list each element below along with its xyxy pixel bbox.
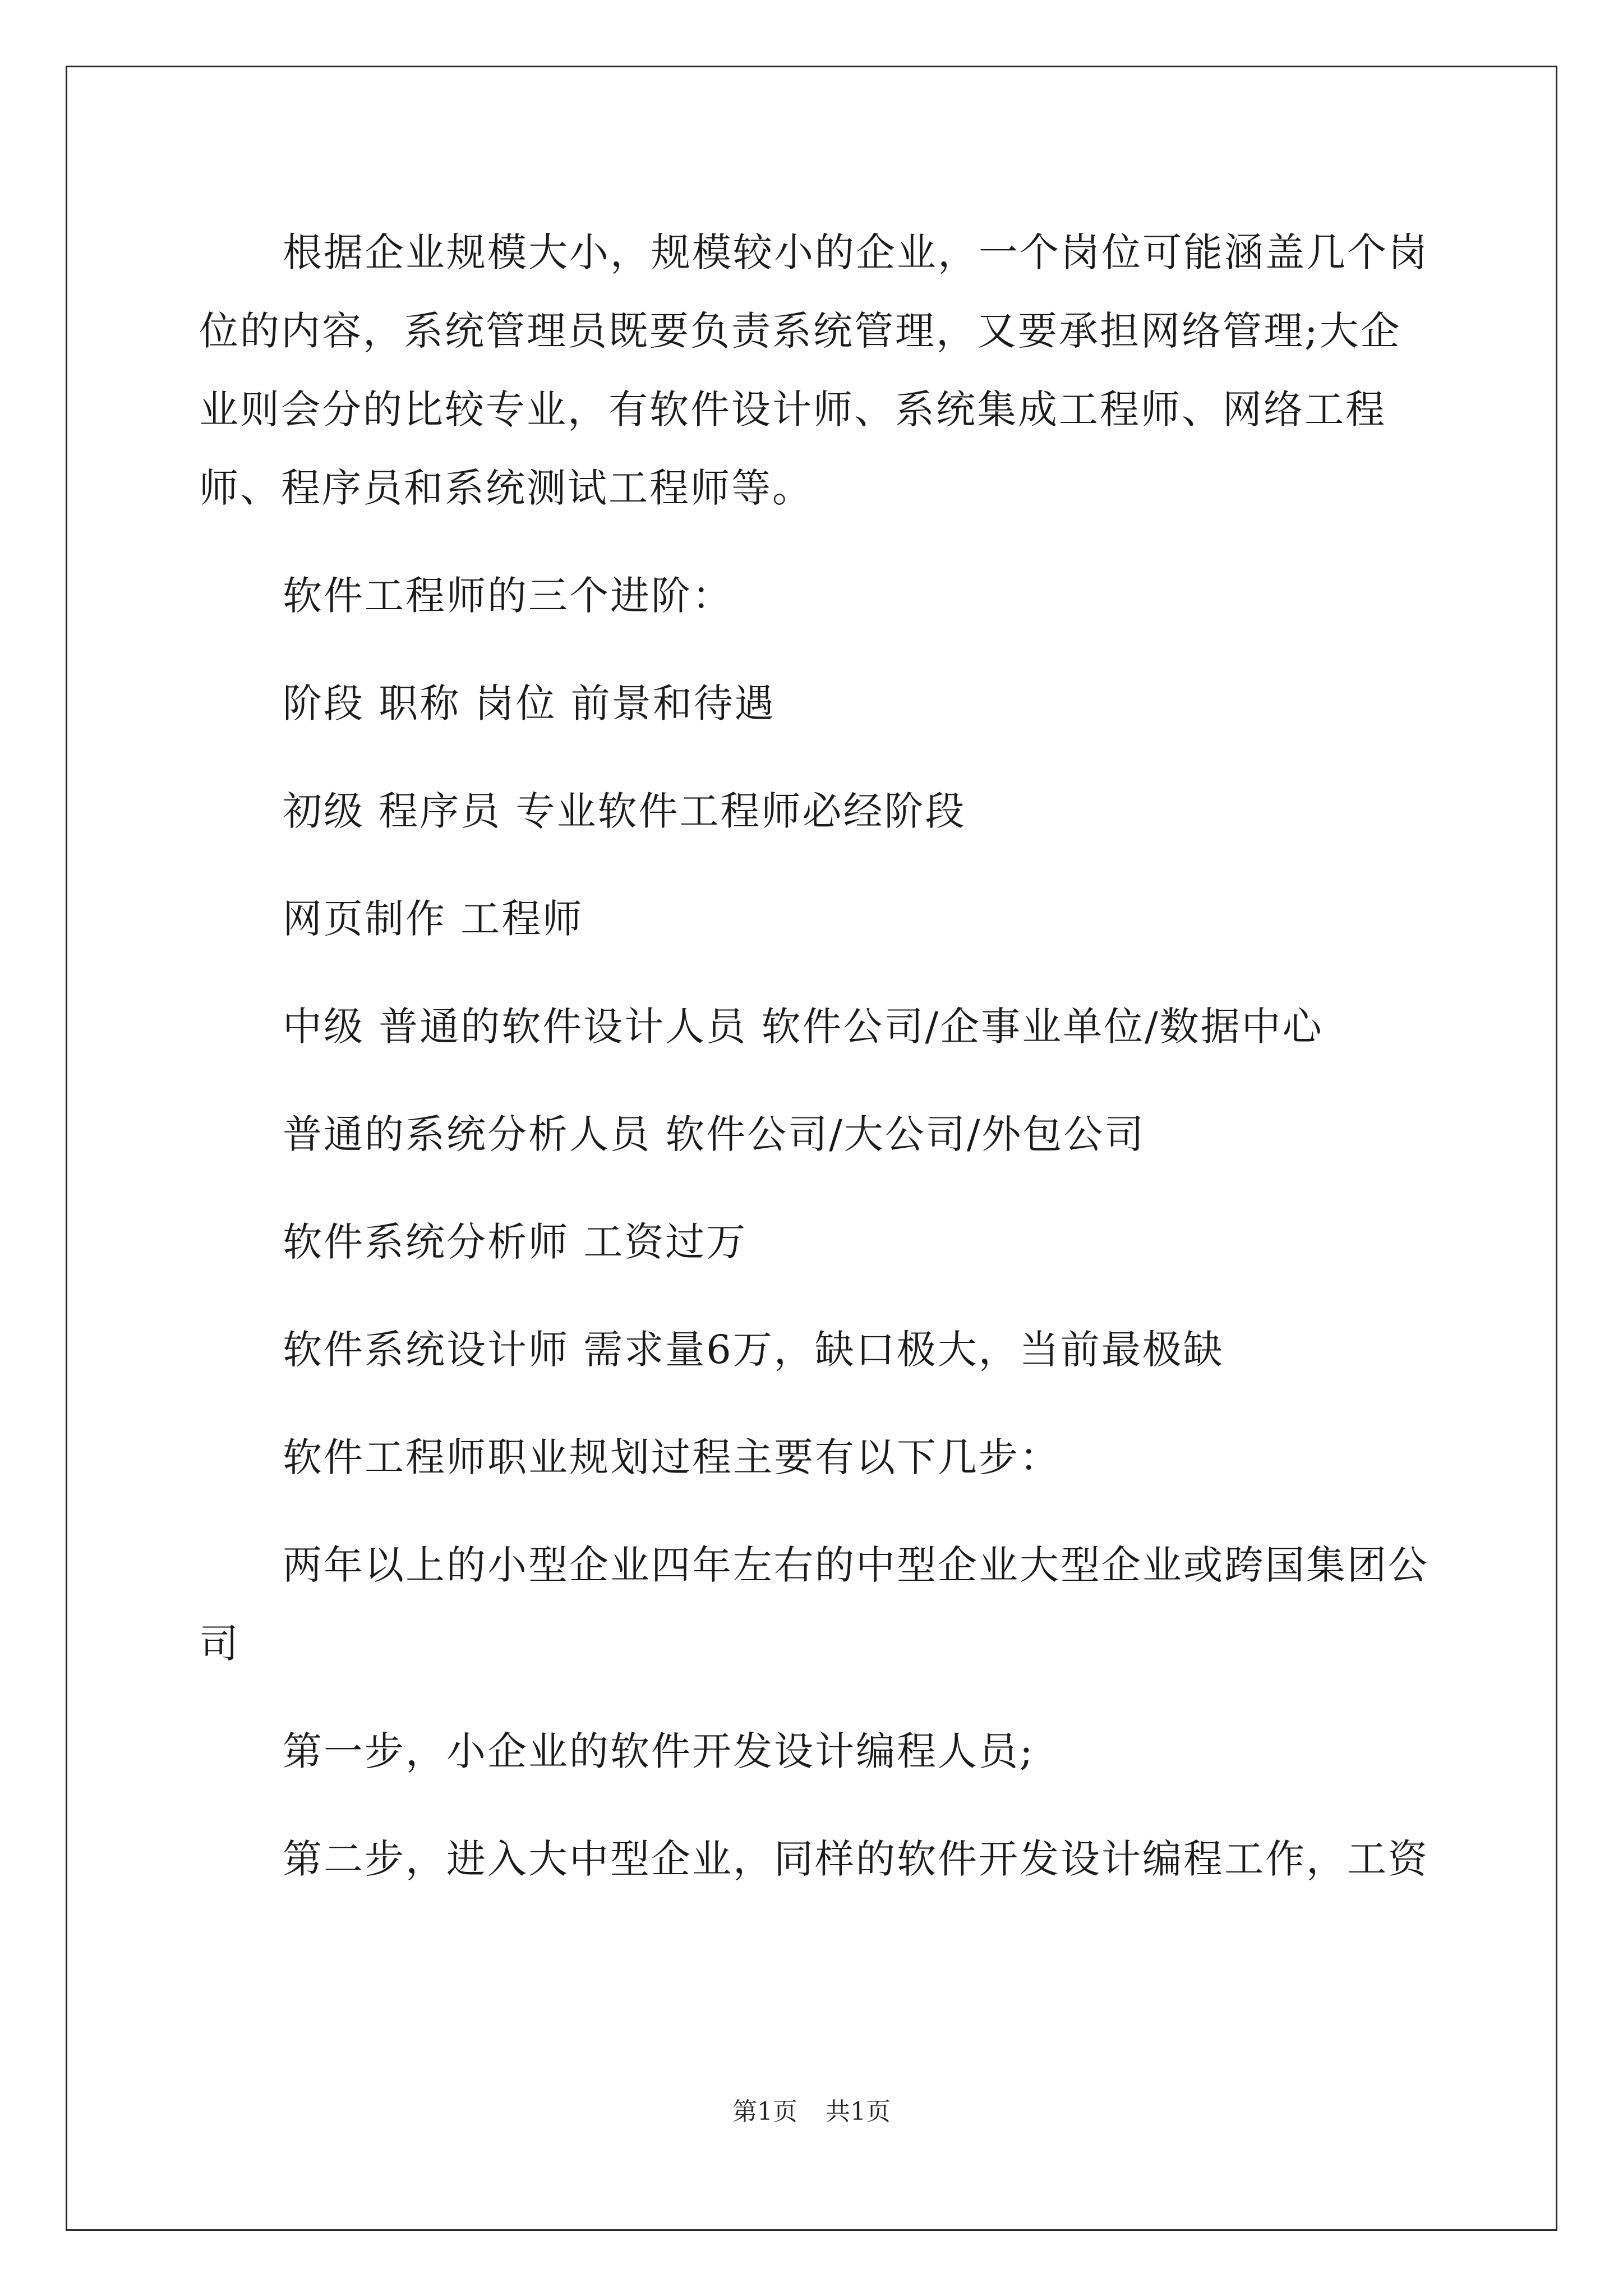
paragraph: 中级 普通的软件设计人员 软件公司/企事业单位/数据中心 — [283, 1004, 1324, 1050]
paragraph: 软件系统设计师 需求量6万，缺口极大，当前最极缺 — [283, 1327, 1224, 1373]
paragraph: 两年以上的小型企业四年左右的中型企业大型企业或跨国集团公司 — [199, 1542, 1429, 1667]
page-footer — [0, 2095, 1623, 2129]
paragraph: 第一步，小企业的软件开发设计编程人员; — [283, 1728, 1035, 1774]
page-number-total: 共1页 — [826, 2097, 891, 2126]
paragraph: 初级 程序员 专业软件工程师必经阶段 — [283, 788, 966, 834]
paragraph: 阶段 职称 岗位 前景和待遇 — [283, 680, 776, 726]
paragraph: 普通的系统分析人员 软件公司/大公司/外包公司 — [283, 1111, 1146, 1157]
page-number-current: 第1页 — [732, 2097, 797, 2126]
paragraph: 根据企业规模大小，规模较小的企业，一个岗位可能涵盖几个岗位的内容，系统管理员既要负责系统管理，又要承担网络管理;大企业则会分的比较专业，有软件设计师、系统集成工程师、网络工程师、程序员和系统测试工程师等。 — [199, 229, 1429, 511]
paragraph: 软件系统分析师 工资过万 — [283, 1219, 748, 1265]
paragraph: 软件工程师职业规划过程主要有以下几步： — [283, 1434, 1061, 1480]
paragraph: 网页制作 工程师 — [283, 896, 584, 942]
paragraph: 第二步，进入大中型企业，同样的软件开发设计编程工作，工资 — [283, 1836, 1429, 1882]
paragraph: 软件工程师的三个进阶： — [283, 573, 733, 619]
document-body — [199, 213, 1433, 1927]
